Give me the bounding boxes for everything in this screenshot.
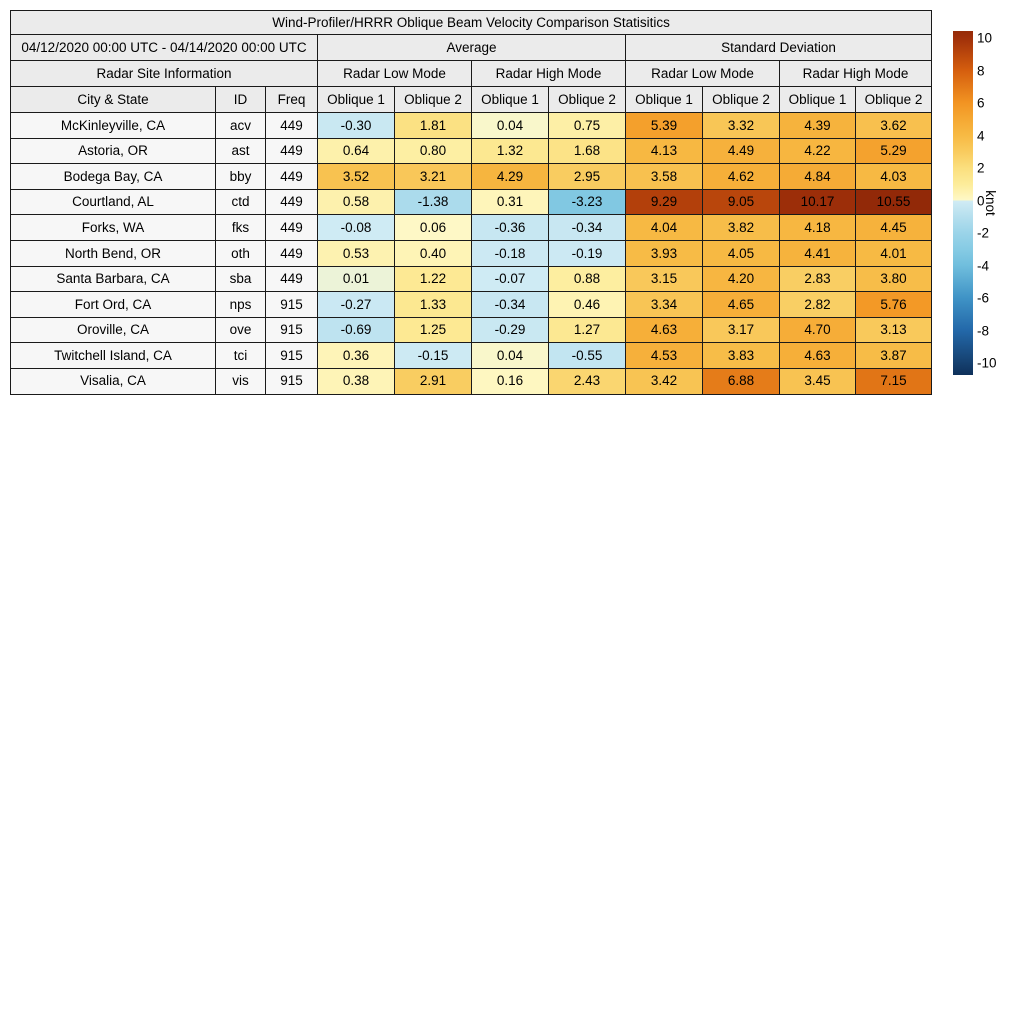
freq-cell: 449 — [266, 266, 318, 292]
value-cell: 0.58 — [318, 189, 395, 215]
value-cell: -0.34 — [472, 292, 549, 318]
freq-cell: 915 — [266, 368, 318, 394]
value-cell: 3.83 — [703, 343, 780, 369]
value-cell: 3.80 — [856, 266, 932, 292]
value-cell: 3.42 — [626, 368, 703, 394]
value-cell: 0.16 — [472, 368, 549, 394]
value-cell: 3.13 — [856, 317, 932, 343]
avg-low-mode-header: Radar Low Mode — [318, 61, 472, 87]
value-cell: 0.06 — [395, 215, 472, 241]
freq-cell: 449 — [266, 189, 318, 215]
colorbar-tick-label: 10 — [977, 30, 993, 46]
freq-cell: 449 — [266, 215, 318, 241]
value-cell: 5.39 — [626, 113, 703, 139]
oblique2-header: Oblique 2 — [703, 87, 780, 113]
city-cell: Santa Barbara, CA — [11, 266, 216, 292]
table-row — [11, 292, 932, 318]
value-cell: 2.82 — [780, 292, 856, 318]
colorbar-tick-label: -4 — [977, 257, 990, 273]
value-cell: 4.01 — [856, 240, 932, 266]
id-cell: oth — [216, 240, 266, 266]
oblique2-header: Oblique 2 — [549, 87, 626, 113]
table-row — [11, 317, 932, 343]
stats-table — [10, 10, 932, 395]
city-cell: Fort Ord, CA — [11, 292, 216, 318]
value-cell: 3.58 — [626, 164, 703, 190]
value-cell: -0.07 — [472, 266, 549, 292]
id-cell: bby — [216, 164, 266, 190]
value-cell: 4.49 — [703, 138, 780, 164]
mode-header-row — [11, 61, 932, 87]
value-cell: 4.53 — [626, 343, 703, 369]
city-cell: Bodega Bay, CA — [11, 164, 216, 190]
value-cell: 0.38 — [318, 368, 395, 394]
freq-cell: 449 — [266, 240, 318, 266]
id-cell: tci — [216, 343, 266, 369]
city-cell: Courtland, AL — [11, 189, 216, 215]
id-header: ID — [216, 87, 266, 113]
value-cell: -0.27 — [318, 292, 395, 318]
value-cell: 3.52 — [318, 164, 395, 190]
value-cell: 4.70 — [780, 317, 856, 343]
value-cell: 3.32 — [703, 113, 780, 139]
value-cell: 0.75 — [549, 113, 626, 139]
freq-cell: 915 — [266, 343, 318, 369]
city-cell: Astoria, OR — [11, 138, 216, 164]
id-cell: sba — [216, 266, 266, 292]
oblique1-header: Oblique 1 — [472, 87, 549, 113]
value-cell: 4.65 — [703, 292, 780, 318]
city-cell: McKinleyville, CA — [11, 113, 216, 139]
oblique1-header: Oblique 1 — [626, 87, 703, 113]
value-cell: 1.33 — [395, 292, 472, 318]
value-cell: 4.29 — [472, 164, 549, 190]
value-cell: 10.55 — [856, 189, 932, 215]
average-group-header: Average — [318, 35, 626, 61]
value-cell: 4.63 — [626, 317, 703, 343]
value-cell: -0.08 — [318, 215, 395, 241]
value-cell: 2.91 — [395, 368, 472, 394]
value-cell: 1.25 — [395, 317, 472, 343]
value-cell: 3.34 — [626, 292, 703, 318]
colorbar-tick-label: 6 — [977, 95, 985, 111]
id-cell: ast — [216, 138, 266, 164]
value-cell: 4.84 — [780, 164, 856, 190]
colorbar-tick-label: 4 — [977, 127, 985, 143]
value-cell: 0.40 — [395, 240, 472, 266]
value-cell: 4.18 — [780, 215, 856, 241]
avg-high-mode-header: Radar High Mode — [472, 61, 626, 87]
value-cell: 3.15 — [626, 266, 703, 292]
table-row — [11, 113, 932, 139]
value-cell: -0.19 — [549, 240, 626, 266]
stddev-group-header: Standard Deviation — [626, 35, 932, 61]
id-cell: ove — [216, 317, 266, 343]
value-cell: 0.36 — [318, 343, 395, 369]
colorbar-tick-label: -6 — [977, 290, 990, 306]
value-cell: 0.80 — [395, 138, 472, 164]
value-cell: -0.15 — [395, 343, 472, 369]
table-row — [11, 368, 932, 394]
value-cell: 9.29 — [626, 189, 703, 215]
column-header-row — [11, 87, 932, 113]
value-cell: -0.30 — [318, 113, 395, 139]
colorbar — [953, 31, 973, 375]
value-cell: 0.53 — [318, 240, 395, 266]
value-cell: 4.63 — [780, 343, 856, 369]
table-row — [11, 164, 932, 190]
value-cell: 10.17 — [780, 189, 856, 215]
oblique1-header: Oblique 1 — [318, 87, 395, 113]
value-cell: 0.46 — [549, 292, 626, 318]
value-cell: 5.76 — [856, 292, 932, 318]
value-cell: 3.45 — [780, 368, 856, 394]
value-cell: 4.13 — [626, 138, 703, 164]
value-cell: 1.22 — [395, 266, 472, 292]
id-cell: nps — [216, 292, 266, 318]
freq-cell: 915 — [266, 317, 318, 343]
oblique2-header: Oblique 2 — [856, 87, 932, 113]
value-cell: -0.36 — [472, 215, 549, 241]
value-cell: 3.93 — [626, 240, 703, 266]
value-cell: -1.38 — [395, 189, 472, 215]
value-cell: 4.03 — [856, 164, 932, 190]
table-row — [11, 189, 932, 215]
value-cell: 0.04 — [472, 343, 549, 369]
colorbar-tick-label: -2 — [977, 225, 990, 241]
freq-cell: 449 — [266, 164, 318, 190]
value-cell: 0.31 — [472, 189, 549, 215]
group-header-row — [11, 35, 932, 61]
value-cell: 1.32 — [472, 138, 549, 164]
city-cell: Oroville, CA — [11, 317, 216, 343]
colorbar-tick-label: 0 — [977, 192, 985, 208]
value-cell: 2.43 — [549, 368, 626, 394]
oblique2-header: Oblique 2 — [395, 87, 472, 113]
table-row — [11, 266, 932, 292]
colorbar-tick-label: -8 — [977, 322, 990, 338]
site-info-header: Radar Site Information — [11, 61, 318, 87]
value-cell: 3.62 — [856, 113, 932, 139]
value-cell: 9.05 — [703, 189, 780, 215]
city-cell: North Bend, OR — [11, 240, 216, 266]
value-cell: -0.69 — [318, 317, 395, 343]
value-cell: 4.62 — [703, 164, 780, 190]
value-cell: 4.04 — [626, 215, 703, 241]
value-cell: 4.39 — [780, 113, 856, 139]
id-cell: vis — [216, 368, 266, 394]
value-cell: -0.55 — [549, 343, 626, 369]
std-high-mode-header: Radar High Mode — [780, 61, 932, 87]
value-cell: -0.18 — [472, 240, 549, 266]
date-range: 04/12/2020 00:00 UTC - 04/14/2020 00:00 UTC — [11, 35, 318, 61]
title-row — [11, 11, 932, 35]
value-cell: 1.27 — [549, 317, 626, 343]
table-title: Wind-Profiler/HRRR Oblique Beam Velocity Comparison Statisitics — [11, 11, 932, 35]
value-cell: 0.04 — [472, 113, 549, 139]
value-cell: 3.87 — [856, 343, 932, 369]
id-cell: ctd — [216, 189, 266, 215]
table-row — [11, 138, 932, 164]
value-cell: 0.01 — [318, 266, 395, 292]
oblique1-header: Oblique 1 — [780, 87, 856, 113]
value-cell: 4.20 — [703, 266, 780, 292]
value-cell: -3.23 — [549, 189, 626, 215]
value-cell: 3.17 — [703, 317, 780, 343]
value-cell: 4.22 — [780, 138, 856, 164]
value-cell: 2.95 — [549, 164, 626, 190]
city-cell: Forks, WA — [11, 215, 216, 241]
value-cell: 2.83 — [780, 266, 856, 292]
id-cell: acv — [216, 113, 266, 139]
value-cell: -0.29 — [472, 317, 549, 343]
value-cell: 3.21 — [395, 164, 472, 190]
value-cell: 6.88 — [703, 368, 780, 394]
colorbar-unit-label: knot — [982, 190, 998, 216]
value-cell: 4.41 — [780, 240, 856, 266]
table-row — [11, 215, 932, 241]
value-cell: 0.88 — [549, 266, 626, 292]
colorbar-tick-label: -10 — [977, 355, 997, 371]
id-cell: fks — [216, 215, 266, 241]
value-cell: 4.05 — [703, 240, 780, 266]
value-cell: 5.29 — [856, 138, 932, 164]
city-cell: Visalia, CA — [11, 368, 216, 394]
value-cell: 3.82 — [703, 215, 780, 241]
value-cell: 0.64 — [318, 138, 395, 164]
value-cell: -0.34 — [549, 215, 626, 241]
freq-cell: 449 — [266, 138, 318, 164]
freq-cell: 915 — [266, 292, 318, 318]
freq-header: Freq — [266, 87, 318, 113]
table-row — [11, 240, 932, 266]
table-row — [11, 343, 932, 369]
freq-cell: 449 — [266, 113, 318, 139]
value-cell: 4.45 — [856, 215, 932, 241]
city-state-header: City & State — [11, 87, 216, 113]
std-low-mode-header: Radar Low Mode — [626, 61, 780, 87]
colorbar-tick-label: 8 — [977, 62, 985, 78]
value-cell: 7.15 — [856, 368, 932, 394]
city-cell: Twitchell Island, CA — [11, 343, 216, 369]
colorbar-tick-label: 2 — [977, 160, 985, 176]
value-cell: 1.81 — [395, 113, 472, 139]
value-cell: 1.68 — [549, 138, 626, 164]
